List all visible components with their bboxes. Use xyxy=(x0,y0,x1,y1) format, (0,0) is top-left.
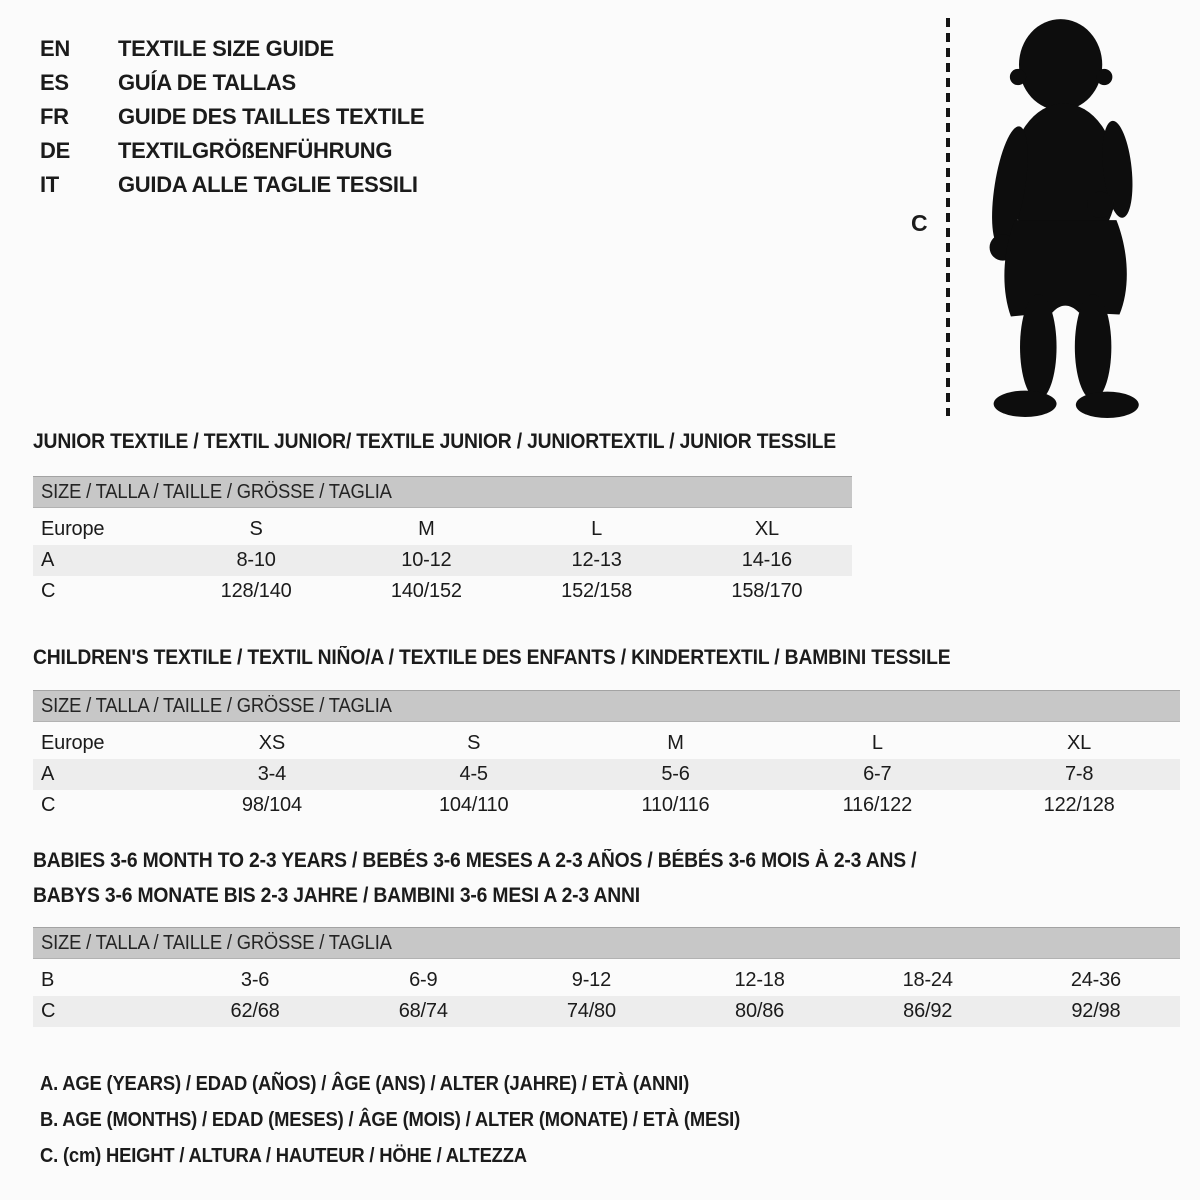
footnote-a xyxy=(40,1066,801,1102)
children-size-table xyxy=(33,728,1180,821)
row-label: A xyxy=(41,549,55,571)
table-row xyxy=(33,790,1180,821)
size-cell: 80/86 xyxy=(735,1000,785,1022)
section-title-junior xyxy=(33,430,852,454)
section-title-text: JUNIOR TEXTILE / TEXTIL JUNIOR/ TEXTILE JUNIOR / JUNIORTEXTIL / JUNIOR TESSILE xyxy=(33,430,836,453)
size-cell: 14-16 xyxy=(741,549,792,571)
section-title-babies xyxy=(33,843,1180,913)
footnotes xyxy=(40,1066,801,1174)
size-cell: 128/140 xyxy=(220,580,292,602)
footnote-c xyxy=(40,1138,801,1174)
size-cell: L xyxy=(871,732,883,754)
size-cell: XL xyxy=(754,518,779,540)
size-cell: L xyxy=(591,518,603,540)
size-cell: 86/92 xyxy=(903,1000,953,1022)
size-cell: 68/74 xyxy=(398,1000,448,1022)
size-cell: 92/98 xyxy=(1071,1000,1121,1022)
language-title: GUÍA DE TALLAS xyxy=(118,70,296,95)
language-title: TEXTILGRÖßENFÜHRUNG xyxy=(118,138,393,163)
size-cell: 6-7 xyxy=(863,763,892,785)
size-cell: 4-5 xyxy=(459,763,488,785)
size-cell: 8-10 xyxy=(236,549,276,571)
size-cell: 12-13 xyxy=(571,549,622,571)
babies-size-table xyxy=(33,965,1180,1027)
footnote-a-text: A. AGE (YEARS) / EDAD (AÑOS) / ÂGE (ANS) / ALTER (JAHRE) / ETÀ (ANNI) xyxy=(40,1073,690,1095)
size-header-text: SIZE / TALLA / TAILLE / GRÖSSE / TAGLIA xyxy=(41,931,392,954)
language-title-list xyxy=(40,32,424,202)
size-cell: M xyxy=(418,518,435,540)
size-cell: S xyxy=(467,732,481,754)
table-row xyxy=(33,514,852,545)
footnote-c-text: C. (cm) HEIGHT / ALTURA / HAUTEUR / HÖHE / ALTEZZA xyxy=(40,1145,527,1167)
size-cell: 152/158 xyxy=(561,580,633,602)
size-cell: 18-24 xyxy=(902,969,953,991)
language-code: FR xyxy=(40,104,69,129)
size-cell: 6-9 xyxy=(409,969,438,991)
size-cell: 104/110 xyxy=(438,794,509,816)
section-childrens-textile xyxy=(33,646,1180,821)
size-cell: 24-36 xyxy=(1070,969,1121,991)
size-cell: 3-4 xyxy=(257,763,287,785)
size-cell: 158/170 xyxy=(731,580,803,602)
row-label: A xyxy=(41,763,55,785)
language-row xyxy=(40,66,424,100)
junior-size-table xyxy=(33,514,852,607)
section-title-text-line2: BABYS 3-6 MONATE BIS 2-3 JAHRE / BAMBINI 3-6 MESI A 2-3 ANNI xyxy=(33,884,640,907)
table-row xyxy=(33,996,1180,1027)
language-row xyxy=(40,134,424,168)
size-header-text: SIZE / TALLA / TAILLE / GRÖSSE / TAGLIA xyxy=(41,694,392,717)
size-cell: XS xyxy=(258,732,286,754)
size-cell: 7-8 xyxy=(1064,763,1094,785)
size-cell: 12-18 xyxy=(734,969,785,991)
row-label: C xyxy=(41,580,56,602)
language-row xyxy=(40,100,424,134)
size-header-bar xyxy=(33,476,852,508)
size-cell: S xyxy=(249,518,263,540)
measure-c-label: C xyxy=(911,210,928,236)
section-title-text: CHILDREN'S TEXTILE / TEXTIL NIÑO/A / TEXTILE DES ENFANTS / KINDERTEXTIL / BAMBINI TESSILE xyxy=(33,646,951,669)
language-row xyxy=(40,32,424,66)
size-cell: XL xyxy=(1067,732,1092,754)
row-label: B xyxy=(41,969,55,991)
size-cell: 74/80 xyxy=(566,1000,616,1022)
footnote-b-text: B. AGE (MONTHS) / EDAD (MESES) / ÂGE (MOIS) / ALTER (MONATE) / ETÀ (MESI) xyxy=(40,1109,741,1131)
size-header-bar xyxy=(33,690,1180,722)
size-cell: 122/128 xyxy=(1043,794,1115,816)
row-label: C xyxy=(41,794,56,816)
height-measure-dashed-line xyxy=(946,18,950,416)
size-cell: M xyxy=(667,732,684,754)
row-label: Europe xyxy=(41,732,105,754)
size-cell: 10-12 xyxy=(401,549,452,571)
size-cell: 5-6 xyxy=(661,763,690,785)
language-code: EN xyxy=(40,36,70,61)
size-cell: 9-12 xyxy=(571,969,611,991)
footnote-b xyxy=(40,1102,801,1138)
table-row xyxy=(33,759,1180,790)
size-cell: 3-6 xyxy=(240,969,270,991)
language-code: IT xyxy=(40,172,59,197)
table-row xyxy=(33,545,852,576)
height-measure-figure xyxy=(903,4,1178,426)
size-cell: 98/104 xyxy=(241,794,302,816)
language-code: ES xyxy=(40,70,69,95)
size-cell: 140/152 xyxy=(390,580,462,602)
size-cell: 116/122 xyxy=(842,794,912,816)
language-code: DE xyxy=(40,138,70,163)
section-babies-textile xyxy=(33,843,1180,1027)
language-row xyxy=(40,168,424,202)
size-cell: 62/68 xyxy=(230,1000,280,1022)
section-junior-textile xyxy=(33,430,852,607)
table-row xyxy=(33,965,1180,996)
section-title-children xyxy=(33,646,1180,670)
section-title-text-line1: BABIES 3-6 MONTH TO 2-3 YEARS / BEBÉS 3-6 MESES A 2-3 AÑOS / BÉBÉS 3-6 MOIS À 2-3 ANS / xyxy=(33,849,917,872)
size-header-bar xyxy=(33,927,1180,959)
size-cell: 110/116 xyxy=(641,794,710,816)
row-label: Europe xyxy=(41,518,105,540)
language-title: GUIDE DES TAILLES TEXTILE xyxy=(118,104,425,129)
size-header-text: SIZE / TALLA / TAILLE / GRÖSSE / TAGLIA xyxy=(41,480,392,503)
language-title: GUIDA ALLE TAGLIE TESSILI xyxy=(118,172,418,197)
row-label: C xyxy=(41,1000,56,1022)
table-row xyxy=(33,576,852,607)
language-title: TEXTILE SIZE GUIDE xyxy=(118,36,334,61)
table-row xyxy=(33,728,1180,759)
toddler-silhouette-icon xyxy=(963,12,1143,418)
